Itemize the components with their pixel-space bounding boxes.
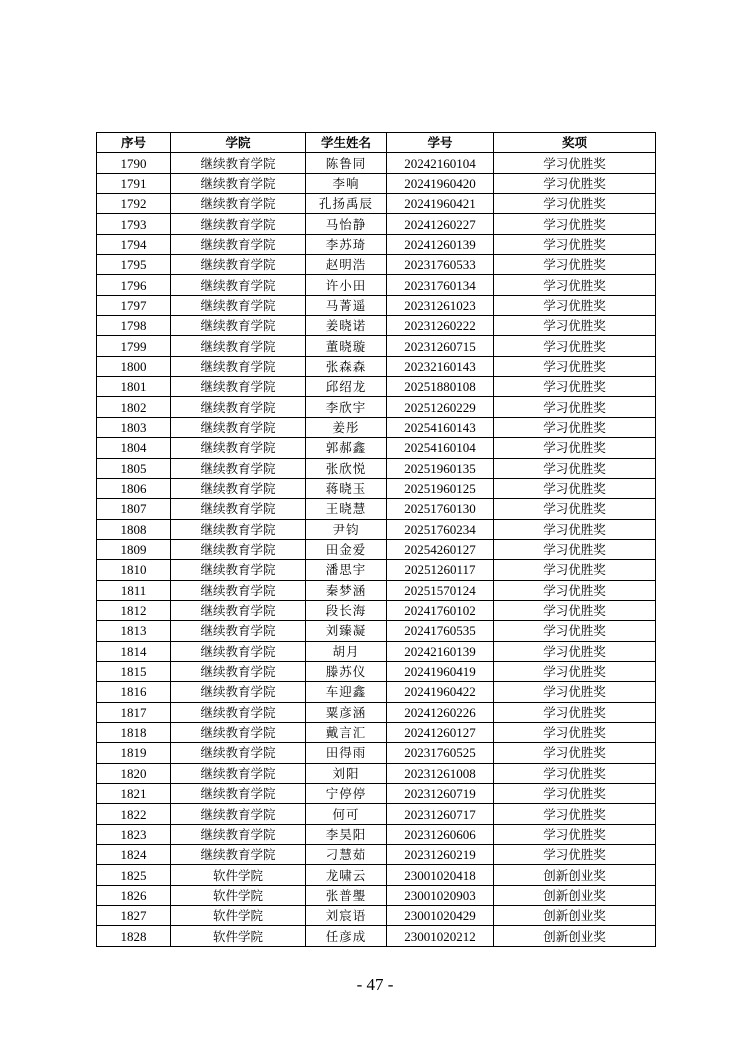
cell-student-name: 王晓慧: [306, 499, 387, 519]
cell-college: 继续教育学院: [171, 458, 306, 478]
cell-seq: 1800: [97, 356, 171, 376]
cell-award: 学习优胜奖: [494, 336, 656, 356]
cell-college: 继续教育学院: [171, 519, 306, 539]
table-row: [97, 519, 656, 539]
cell-seq: 1801: [97, 377, 171, 397]
cell-student-name: 潘思宇: [306, 560, 387, 580]
cell-seq: 1803: [97, 417, 171, 437]
cell-college: 继续教育学院: [171, 641, 306, 661]
cell-student-id: 20241960419: [387, 661, 494, 681]
table-row: [97, 804, 656, 824]
cell-student-name: 张森森: [306, 356, 387, 376]
cell-seq: 1810: [97, 560, 171, 580]
cell-student-id: 20254260127: [387, 539, 494, 559]
cell-seq: 1821: [97, 784, 171, 804]
header-student-name: 学生姓名: [306, 133, 387, 153]
cell-seq: 1826: [97, 885, 171, 905]
cell-seq: 1798: [97, 316, 171, 336]
cell-award: 学习优胜奖: [494, 763, 656, 783]
cell-student-id: 20251760234: [387, 519, 494, 539]
cell-student-id: 20254160104: [387, 438, 494, 458]
cell-award: 学习优胜奖: [494, 580, 656, 600]
cell-award: 学习优胜奖: [494, 845, 656, 865]
cell-student-id: 20251260229: [387, 397, 494, 417]
cell-student-name: 孔扬禹辰: [306, 194, 387, 214]
cell-award: 学习优胜奖: [494, 153, 656, 173]
cell-college: 继续教育学院: [171, 804, 306, 824]
cell-seq: 1822: [97, 804, 171, 824]
cell-seq: 1790: [97, 153, 171, 173]
table-row: [97, 784, 656, 804]
cell-college: 继续教育学院: [171, 295, 306, 315]
cell-student-name: 许小田: [306, 275, 387, 295]
cell-seq: 1808: [97, 519, 171, 539]
table-row: [97, 885, 656, 905]
cell-student-id: 20254160143: [387, 417, 494, 437]
cell-seq: 1795: [97, 255, 171, 275]
cell-seq: 1814: [97, 641, 171, 661]
cell-student-id: 20241760102: [387, 600, 494, 620]
cell-award: 学习优胜奖: [494, 214, 656, 234]
cell-college: 继续教育学院: [171, 417, 306, 437]
cell-award: 学习优胜奖: [494, 356, 656, 376]
cell-student-id: 20231260719: [387, 784, 494, 804]
table-row: [97, 295, 656, 315]
cell-award: 学习优胜奖: [494, 824, 656, 844]
cell-student-name: 董晓璇: [306, 336, 387, 356]
cell-student-id: 23001020903: [387, 885, 494, 905]
cell-student-name: 李昊阳: [306, 824, 387, 844]
cell-college: 继续教育学院: [171, 580, 306, 600]
cell-student-id: 20251570124: [387, 580, 494, 600]
cell-college: 继续教育学院: [171, 845, 306, 865]
cell-seq: 1809: [97, 539, 171, 559]
cell-student-id: 20231760134: [387, 275, 494, 295]
cell-college: 继续教育学院: [171, 784, 306, 804]
cell-award: 学习优胜奖: [494, 539, 656, 559]
cell-award: 创新创业奖: [494, 885, 656, 905]
cell-college: 继续教育学院: [171, 499, 306, 519]
cell-student-name: 赵明浩: [306, 255, 387, 275]
header-college: 学院: [171, 133, 306, 153]
cell-student-name: 戴言汇: [306, 722, 387, 742]
cell-award: 学习优胜奖: [494, 661, 656, 681]
cell-award: 学习优胜奖: [494, 743, 656, 763]
cell-seq: 1827: [97, 906, 171, 926]
cell-student-id: 20241960422: [387, 682, 494, 702]
table-row: [97, 397, 656, 417]
cell-student-id: 20251960125: [387, 478, 494, 498]
header-award: 奖项: [494, 133, 656, 153]
table-body: [97, 153, 656, 946]
cell-college: 继续教育学院: [171, 234, 306, 254]
cell-college: 继续教育学院: [171, 824, 306, 844]
cell-award: 学习优胜奖: [494, 458, 656, 478]
cell-award: 学习优胜奖: [494, 560, 656, 580]
cell-seq: 1793: [97, 214, 171, 234]
cell-college: 继续教育学院: [171, 214, 306, 234]
cell-student-id: 20241260226: [387, 702, 494, 722]
cell-seq: 1828: [97, 926, 171, 946]
table-row: [97, 194, 656, 214]
cell-student-id: 20251760130: [387, 499, 494, 519]
cell-award: 学习优胜奖: [494, 275, 656, 295]
cell-award: 学习优胜奖: [494, 702, 656, 722]
table-row: [97, 255, 656, 275]
table-row: [97, 275, 656, 295]
table-row: [97, 580, 656, 600]
cell-award: 创新创业奖: [494, 926, 656, 946]
table-row: [97, 763, 656, 783]
cell-student-name: 刘阳: [306, 763, 387, 783]
cell-seq: 1817: [97, 702, 171, 722]
cell-award: 学习优胜奖: [494, 600, 656, 620]
cell-student-id: 20242160139: [387, 641, 494, 661]
cell-award: 学习优胜奖: [494, 478, 656, 498]
cell-student-name: 姜晓诺: [306, 316, 387, 336]
table-row: [97, 702, 656, 722]
cell-award: 学习优胜奖: [494, 519, 656, 539]
cell-student-name: 车迎鑫: [306, 682, 387, 702]
cell-student-name: 田得雨: [306, 743, 387, 763]
cell-award: 学习优胜奖: [494, 499, 656, 519]
cell-college: 继续教育学院: [171, 743, 306, 763]
cell-seq: 1804: [97, 438, 171, 458]
cell-student-id: 20241960420: [387, 173, 494, 193]
table-row: [97, 722, 656, 742]
cell-student-name: 秦梦涵: [306, 580, 387, 600]
header-seq: 序号: [97, 133, 171, 153]
cell-seq: 1823: [97, 824, 171, 844]
header-student-id: 学号: [387, 133, 494, 153]
table-row: [97, 560, 656, 580]
cell-seq: 1825: [97, 865, 171, 885]
table-row: [97, 214, 656, 234]
cell-student-name: 陈鲁同: [306, 153, 387, 173]
cell-seq: 1816: [97, 682, 171, 702]
cell-student-name: 刁慧茹: [306, 845, 387, 865]
cell-award: 创新创业奖: [494, 865, 656, 885]
cell-student-id: 20231261008: [387, 763, 494, 783]
cell-college: 软件学院: [171, 885, 306, 905]
cell-student-name: 粟彦涵: [306, 702, 387, 722]
table-row: [97, 336, 656, 356]
cell-student-id: 20231260715: [387, 336, 494, 356]
table-row: [97, 539, 656, 559]
cell-award: 学习优胜奖: [494, 417, 656, 437]
table-row: [97, 234, 656, 254]
cell-college: 继续教育学院: [171, 438, 306, 458]
cell-student-name: 李响: [306, 173, 387, 193]
cell-student-id: 20231260219: [387, 845, 494, 865]
cell-seq: 1796: [97, 275, 171, 295]
cell-student-id: 20232160143: [387, 356, 494, 376]
cell-student-name: 蒋晓玉: [306, 478, 387, 498]
cell-college: 继续教育学院: [171, 539, 306, 559]
cell-student-id: 20231760525: [387, 743, 494, 763]
cell-student-id: 20231260717: [387, 804, 494, 824]
table-header-row: [97, 133, 656, 153]
cell-student-name: 何可: [306, 804, 387, 824]
cell-student-name: 马菁遥: [306, 295, 387, 315]
cell-seq: 1812: [97, 600, 171, 620]
cell-college: 软件学院: [171, 926, 306, 946]
table-row: [97, 458, 656, 478]
cell-seq: 1799: [97, 336, 171, 356]
cell-college: 继续教育学院: [171, 600, 306, 620]
table-row: [97, 743, 656, 763]
cell-award: 学习优胜奖: [494, 722, 656, 742]
cell-award: 学习优胜奖: [494, 682, 656, 702]
cell-student-id: 20251260117: [387, 560, 494, 580]
table-row: [97, 316, 656, 336]
cell-student-id: 20241260139: [387, 234, 494, 254]
cell-college: 继续教育学院: [171, 377, 306, 397]
cell-student-name: 李苏琦: [306, 234, 387, 254]
cell-college: 继续教育学院: [171, 255, 306, 275]
cell-seq: 1815: [97, 661, 171, 681]
cell-college: 继续教育学院: [171, 173, 306, 193]
cell-college: 继续教育学院: [171, 336, 306, 356]
cell-student-name: 郭郝鑫: [306, 438, 387, 458]
table-row: [97, 417, 656, 437]
cell-student-id: 20241260227: [387, 214, 494, 234]
cell-student-name: 田金爱: [306, 539, 387, 559]
cell-college: 继续教育学院: [171, 316, 306, 336]
cell-college: 继续教育学院: [171, 682, 306, 702]
table-row: [97, 438, 656, 458]
cell-award: 学习优胜奖: [494, 784, 656, 804]
award-table: [96, 132, 656, 947]
cell-student-id: 20231260606: [387, 824, 494, 844]
page-number: - 47 -: [356, 975, 394, 994]
cell-seq: 1819: [97, 743, 171, 763]
cell-student-name: 马怡静: [306, 214, 387, 234]
cell-student-id: 23001020429: [387, 906, 494, 926]
cell-student-name: 胡月: [306, 641, 387, 661]
cell-seq: 1791: [97, 173, 171, 193]
cell-college: 继续教育学院: [171, 722, 306, 742]
cell-award: 学习优胜奖: [494, 641, 656, 661]
cell-college: 继续教育学院: [171, 621, 306, 641]
cell-college: 继续教育学院: [171, 397, 306, 417]
table-row: [97, 926, 656, 946]
cell-student-id: 20241760535: [387, 621, 494, 641]
cell-award: 学习优胜奖: [494, 255, 656, 275]
cell-student-id: 23001020212: [387, 926, 494, 946]
table-row: [97, 173, 656, 193]
cell-seq: 1824: [97, 845, 171, 865]
cell-college: 继续教育学院: [171, 356, 306, 376]
cell-award: 学习优胜奖: [494, 438, 656, 458]
table-row: [97, 377, 656, 397]
cell-student-id: 20251880108: [387, 377, 494, 397]
table-row: [97, 682, 656, 702]
cell-student-name: 刘臻凝: [306, 621, 387, 641]
cell-seq: 1805: [97, 458, 171, 478]
cell-student-name: 张普璺: [306, 885, 387, 905]
cell-college: 继续教育学院: [171, 763, 306, 783]
table-row: [97, 356, 656, 376]
cell-seq: 1807: [97, 499, 171, 519]
cell-college: 软件学院: [171, 865, 306, 885]
table-row: [97, 865, 656, 885]
cell-award: 学习优胜奖: [494, 377, 656, 397]
cell-student-name: 任彦成: [306, 926, 387, 946]
cell-student-name: 龙啸云: [306, 865, 387, 885]
cell-student-name: 尹钧: [306, 519, 387, 539]
cell-award: 学习优胜奖: [494, 295, 656, 315]
cell-student-name: 滕苏仪: [306, 661, 387, 681]
cell-student-id: 20231760533: [387, 255, 494, 275]
cell-award: 学习优胜奖: [494, 804, 656, 824]
table-row: [97, 641, 656, 661]
cell-seq: 1820: [97, 763, 171, 783]
table-row: [97, 600, 656, 620]
table-row: [97, 621, 656, 641]
cell-student-id: 20242160104: [387, 153, 494, 173]
cell-award: 学习优胜奖: [494, 234, 656, 254]
table-row: [97, 845, 656, 865]
cell-college: 继续教育学院: [171, 275, 306, 295]
table-row: [97, 661, 656, 681]
cell-student-name: 姜彤: [306, 417, 387, 437]
cell-student-id: 23001020418: [387, 865, 494, 885]
cell-student-name: 段长海: [306, 600, 387, 620]
cell-college: 继续教育学院: [171, 478, 306, 498]
cell-award: 学习优胜奖: [494, 173, 656, 193]
cell-student-id: 20241260127: [387, 722, 494, 742]
cell-award: 学习优胜奖: [494, 397, 656, 417]
cell-seq: 1792: [97, 194, 171, 214]
cell-award: 学习优胜奖: [494, 194, 656, 214]
cell-student-name: 宁停停: [306, 784, 387, 804]
cell-student-name: 李欣宇: [306, 397, 387, 417]
cell-student-name: 邱绍龙: [306, 377, 387, 397]
table-row: [97, 499, 656, 519]
cell-college: 继续教育学院: [171, 702, 306, 722]
cell-seq: 1802: [97, 397, 171, 417]
cell-student-id: 20241960421: [387, 194, 494, 214]
table-row: [97, 906, 656, 926]
cell-seq: 1797: [97, 295, 171, 315]
table-row: [97, 153, 656, 173]
cell-student-name: 张欣悦: [306, 458, 387, 478]
cell-college: 继续教育学院: [171, 153, 306, 173]
cell-college: 继续教育学院: [171, 560, 306, 580]
cell-award: 创新创业奖: [494, 906, 656, 926]
cell-seq: 1794: [97, 234, 171, 254]
cell-seq: 1818: [97, 722, 171, 742]
cell-student-id: 20251960135: [387, 458, 494, 478]
table-row: [97, 824, 656, 844]
cell-college: 软件学院: [171, 906, 306, 926]
cell-student-id: 20231260222: [387, 316, 494, 336]
cell-seq: 1813: [97, 621, 171, 641]
cell-college: 继续教育学院: [171, 194, 306, 214]
cell-seq: 1811: [97, 580, 171, 600]
cell-student-name: 刘宸语: [306, 906, 387, 926]
cell-college: 继续教育学院: [171, 661, 306, 681]
cell-student-id: 20231261023: [387, 295, 494, 315]
table-row: [97, 478, 656, 498]
cell-award: 学习优胜奖: [494, 621, 656, 641]
cell-award: 学习优胜奖: [494, 316, 656, 336]
cell-seq: 1806: [97, 478, 171, 498]
